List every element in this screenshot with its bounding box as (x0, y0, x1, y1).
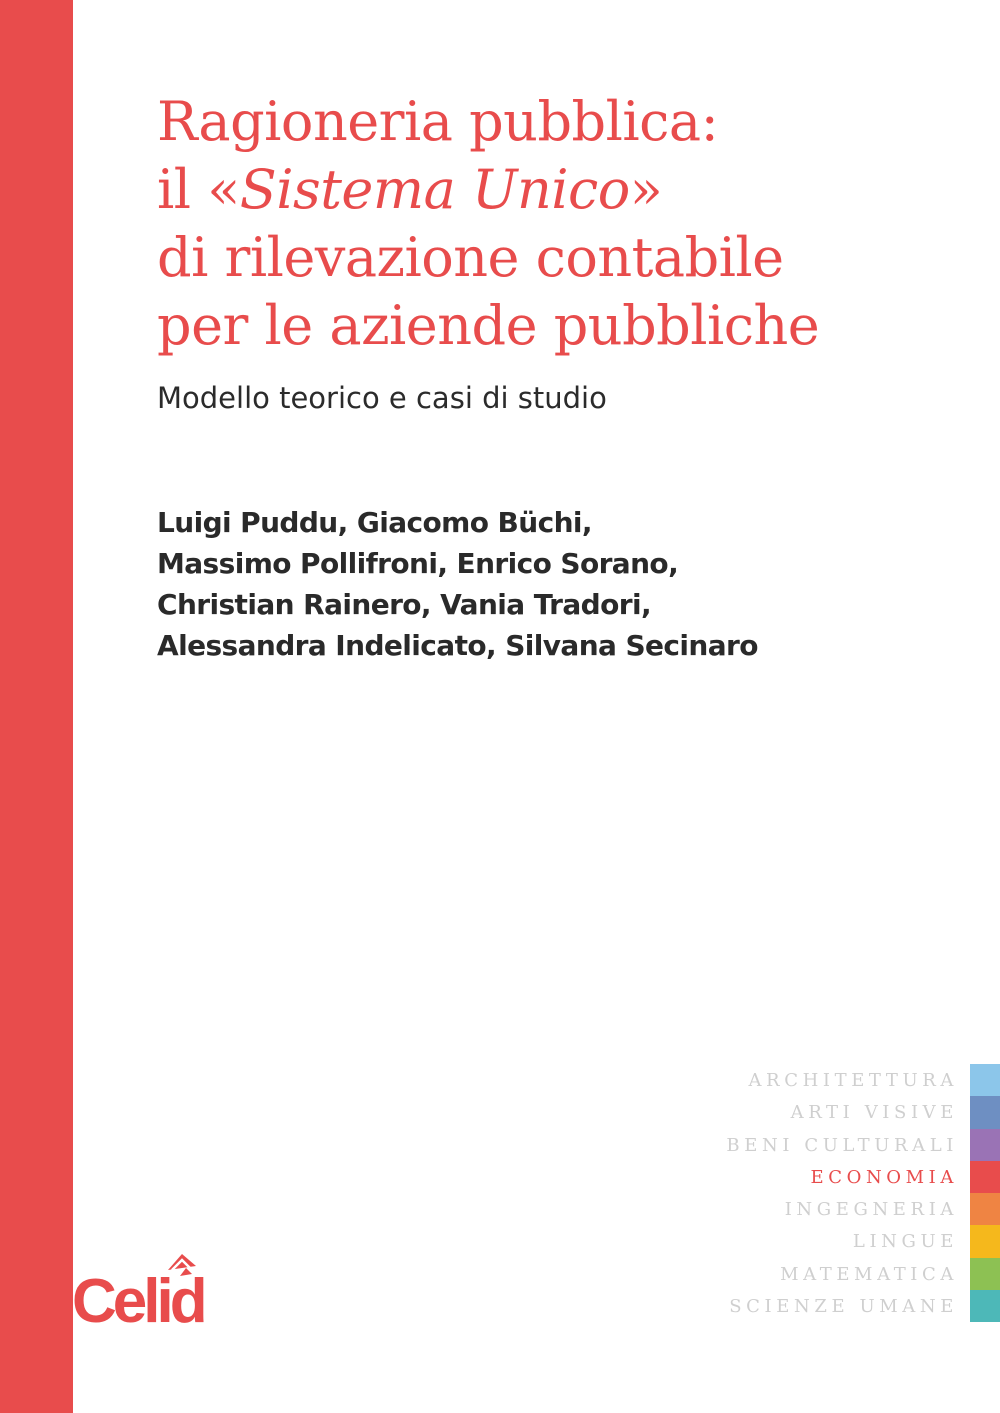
series-swatch (970, 1225, 1000, 1257)
series-swatch (970, 1290, 1000, 1322)
series-item-arti-visive: ARTI VISIVE (790, 1102, 958, 1124)
series-item-lingue: LINGUE (852, 1231, 958, 1253)
series-color-strip (970, 1064, 1000, 1322)
title-line-4: per le aziende pubbliche (157, 294, 820, 357)
author-line: Christian Rainero, Vania Tradori, (157, 588, 651, 621)
book-title (157, 88, 957, 360)
series-swatch (970, 1161, 1000, 1193)
series-list (726, 1065, 958, 1323)
series-item-beni-culturali: BENI CULTURALI (726, 1134, 958, 1156)
title-line-2-prefix: il « (157, 158, 240, 221)
series-swatch (970, 1193, 1000, 1225)
title-line-1: Ragioneria pubblica: (157, 90, 719, 153)
author-line: Luigi Puddu, Giacomo Büchi, (157, 506, 592, 539)
series-swatch (970, 1096, 1000, 1128)
series-item-ingegneria: INGEGNERIA (784, 1199, 958, 1221)
series-swatch (970, 1258, 1000, 1290)
series-item-architettura: ARCHITETTURA (748, 1070, 958, 1091)
title-line-2-suffix: » (629, 158, 663, 221)
cover-spine-band (0, 0, 73, 1413)
series-swatch (970, 1064, 1000, 1096)
title-line-2-italic: Sistema Unico (239, 158, 630, 221)
series-swatch (970, 1129, 1000, 1161)
title-line-3: di rilevazione contabile (157, 226, 784, 289)
author-list (157, 502, 977, 666)
series-item-matematica: MATEMATICA (780, 1263, 958, 1285)
logo-wordmark: Celid (72, 1267, 204, 1328)
author-line: Massimo Pollifroni, Enrico Sorano, (157, 547, 679, 580)
author-line: Alessandra Indelicato, Silvana Secinaro (157, 629, 758, 662)
book-subtitle: Modello teorico e casi di studio (157, 381, 607, 415)
publisher-logo (0, 1248, 240, 1328)
title-line-2 (157, 156, 957, 224)
series-item-scienze-umane: SCIENZE UMANE (729, 1296, 958, 1318)
series-item-economia: ECONOMIA (810, 1166, 958, 1188)
